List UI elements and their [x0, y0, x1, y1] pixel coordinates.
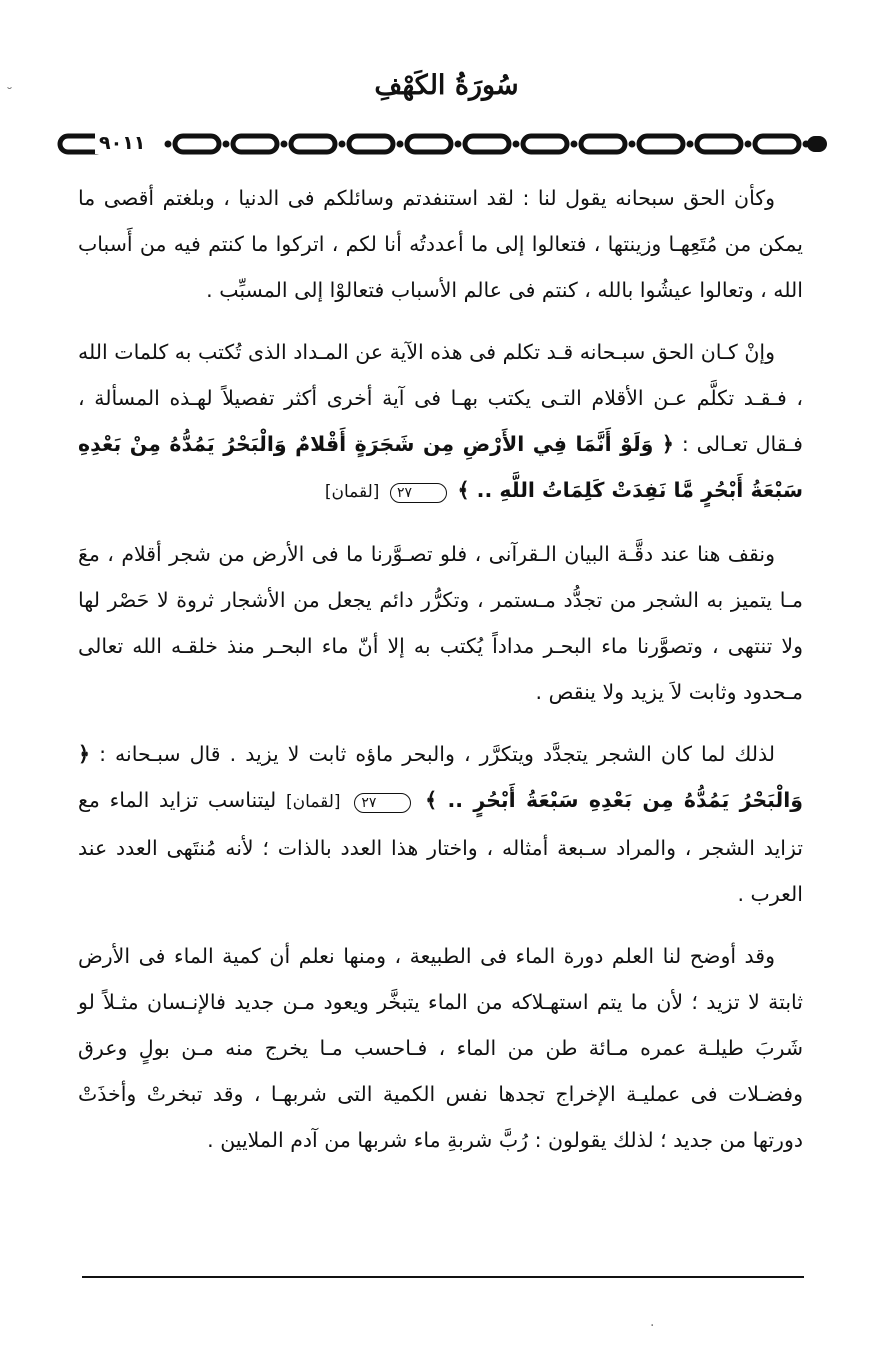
surah-reference: [لقمان] [324, 482, 380, 502]
quran-verse: ﴿ وَلَوْ أَنَّمَا فِي الأَرْضِ مِن شَجَرَةٍ أَقْلامٌ وَالْبَحْرُ يَمُدُّهُ مِنْ بَعْدِهِ سَبْعَةُ أَبْحُرٍ مَّا نَفِدَتْ كَلِمَاتُ اللَّهِ .. ﴾ [78, 432, 803, 502]
paragraph-text: ليتناسب تزايد الماء مع تزايد الشجر ، والمراد سـبعة أمثاله ، واختار هذا العدد بالذات ؛ لأنه مُنتَهى العدد عند العرب . [78, 788, 803, 906]
paragraph: وقد أوضح لنا العلم دورة الماء فى الطبيعة ، ومنها نعلم أن كمية الماء فى الأرض ثابتة لا تزيد ؛ لأن ما يتم استهـلاكه من الماء يتبخَّر ويعود مـن جديد فالإنـسان مثـلاً لو شَربَ طيلـة عمره مـائة طن من الماء ، فـاحسب مـا يخرج منه مـن بولٍ وعرق وفضـلات فى عمليـة الإخراج تجدها نفس الكمية التى شربهـا ، وقد تبخرتْ وأخذَتْ دورتها من جديد ؛ لذلك يقولون : رُبَّ شربةِ ماء شربها من آدم الملايين . [78, 944, 803, 1152]
scan-mark-icon: · [650, 1318, 655, 1334]
scan-mark-icon: ˘ [6, 86, 13, 102]
surah-title: سُورَةُ الكَهْفِ [374, 70, 519, 101]
page-body-text [78, 175, 803, 1179]
paragraph-text: لذلك لما كان الشجر يتجدَّد ويتكرَّر ، والبحر ماؤه ثابت لا يزيد . قال سبـحانه : [99, 742, 775, 766]
verse-number-badge: ٢٧ [390, 483, 447, 503]
surah-reference: [لقمان] [286, 792, 341, 812]
page-number: ٩٠١١ [95, 132, 149, 154]
paragraph: وكأن الحق سبحانه يقول لنا : لقد استنفدتم وسائلكم فى الدنيا ، وبلغتم أقصى ما يمكن من مُتَعِهـا وزينتها ، فتعالوا إلى ما أعددتُه أنا لكم ، اتركوا ما كنتم فيه من أَسباب الله ، وتعالوا عيشُوا بالله ، كنتم فى عالم الأسباب فتعالوْا إلى المسبِّب . [78, 186, 803, 302]
footer-rule [82, 1276, 804, 1278]
header-ornament-border [55, 130, 830, 158]
paragraph-text: وإنْ كـان الحق سبـحانه قـد تكلم فى هذه الآية عن المـداد الذى تُكتب به كلمات الله ، فـقـد تكلَّم عـن الأقلام التـى يكتب بهـا فى آية أخرى أكثر تفصيلاً لهـذه المسألة ، فـقال تعـالى : [78, 340, 803, 456]
paragraph [78, 329, 803, 515]
paragraph [78, 731, 803, 917]
page-header [0, 70, 893, 101]
paragraph: ونقف هنا عند دقَّـة البيان الـقرآنى ، فلو تصـوَّرنا ما فى الأرض من شجر أقلام ، معَ مـا يتميز به الشجر من تجدُّد مـستمر ، وتكرُّر دائم يجعل من الأشجار ثروة لا حَصْر لها ولا تنتهى ، وتصوَّرنا ماء البحـر مداداً يُكتب به إلا أنّ ماء البحـر منذ خلقـه الله تعالى مـحدود وثابت لاَ يزيد ولا ينقص . [78, 542, 803, 704]
verse-number-badge: ٢٧ [354, 793, 411, 813]
quran-verse: ﴿ وَالْبَحْرُ يَمُدُّهُ مِن بَعْدِهِ سَبْعَةُ أَبْحُرٍ .. ﴾ [78, 742, 803, 812]
